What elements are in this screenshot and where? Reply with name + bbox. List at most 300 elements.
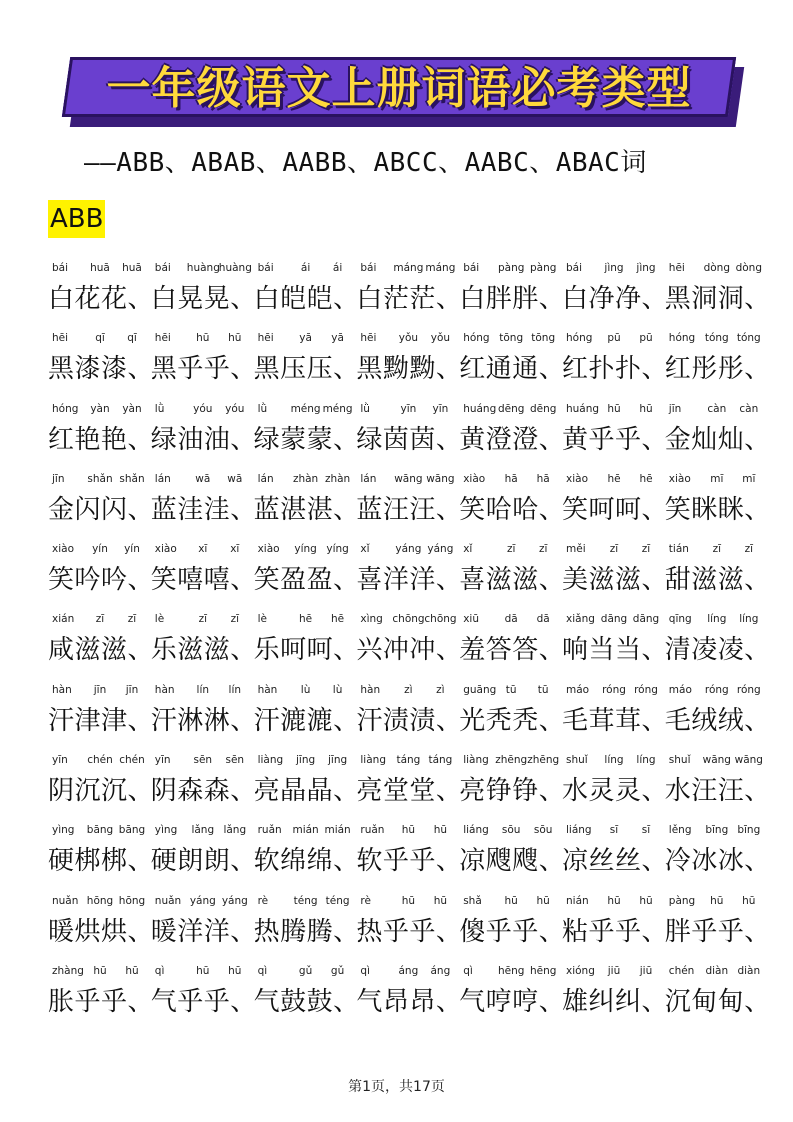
pinyin-syllable: tōng [499, 332, 524, 345]
hanzi-word: 白花花、 [48, 284, 155, 314]
pinyin [258, 543, 354, 555]
word-item [48, 683, 155, 750]
hanzi-word: 气哼哼、 [459, 986, 566, 1017]
pinyin-syllable: wā [195, 472, 211, 485]
pinyin-syllable: hū [504, 894, 518, 907]
pinyin-syllable: zī [127, 613, 137, 626]
pinyin-syllable: zhàn [292, 472, 319, 485]
page-subtitle: ——ABB、ABAB、AABB、ABCC、AABC、ABAC词 [84, 148, 647, 178]
pinyin-syllable: lín [196, 683, 210, 696]
word-item [356, 402, 463, 469]
hanzi-word: 气鼓鼓、 [253, 986, 360, 1017]
pinyin-syllable: jīng [328, 754, 348, 767]
pinyin [669, 403, 765, 415]
pinyin [155, 754, 251, 766]
pinyin-syllable: zī [712, 543, 722, 556]
pinyin-syllable: yáng [189, 894, 216, 907]
pinyin [258, 684, 354, 696]
word-item [562, 262, 669, 328]
pinyin-syllable: xiào [52, 543, 74, 556]
hanzi-word: 黄澄澄、 [459, 424, 566, 455]
hanzi-word: 红通通、 [459, 354, 566, 385]
pinyin-syllable: bái [463, 262, 480, 274]
hanzi-word: 笑眯眯、 [664, 494, 771, 525]
word-item [459, 472, 566, 539]
pinyin-syllable: mián [324, 824, 351, 837]
pinyin-syllable: dā [504, 613, 518, 626]
pinyin-syllable: chén [119, 754, 145, 767]
word-row [48, 472, 771, 543]
hanzi-word: 汗淋淋、 [150, 705, 257, 736]
pinyin-syllable: líng [739, 613, 759, 626]
pinyin-syllable: zhēng [527, 754, 560, 767]
pinyin-syllable: yìng [154, 824, 178, 837]
word-item [151, 965, 255, 1031]
pinyin [360, 613, 456, 625]
pinyin-syllable: zī [198, 613, 208, 626]
pinyin-syllable: liàng [360, 754, 386, 767]
pinyin-syllable: bái [360, 262, 377, 274]
pinyin [463, 754, 559, 766]
pinyin [566, 613, 662, 625]
pinyin [155, 473, 251, 485]
pinyin-syllable: měi [566, 543, 586, 556]
pinyin-syllable: yā [299, 332, 312, 345]
pinyin-syllable: dā [536, 613, 550, 626]
hanzi-word: 凉丝丝、 [562, 846, 669, 877]
pinyin-syllable: zī [95, 613, 105, 626]
word-item [356, 262, 463, 328]
pinyin [463, 543, 559, 555]
word-item [151, 473, 255, 539]
pinyin [669, 262, 765, 274]
hanzi-word: 蓝汪汪、 [356, 494, 463, 525]
pinyin-syllable: hàn [360, 683, 381, 696]
pinyin [52, 473, 148, 485]
hanzi-word: 白晃晃、 [150, 284, 257, 314]
pinyin [360, 754, 456, 766]
pinyin-syllable: wāng [394, 472, 423, 485]
hanzi-word: 笑吟吟、 [48, 565, 155, 596]
hanzi-word: 响当当、 [562, 635, 669, 666]
pinyin-syllable: yín [92, 543, 108, 556]
pinyin-syllable: yíng [326, 543, 349, 556]
pinyin-syllable: hā [536, 472, 550, 485]
word-item [665, 613, 769, 679]
pinyin-syllable: jiū [639, 964, 653, 977]
word-item [562, 613, 669, 679]
pinyin-syllable: guāng [463, 683, 497, 696]
word-item [562, 472, 669, 539]
pinyin [155, 403, 251, 415]
word-row [48, 402, 771, 473]
word-item [459, 683, 566, 750]
hanzi-word: 沉甸甸、 [664, 986, 771, 1017]
pinyin [463, 613, 559, 625]
pinyin-syllable: ái [332, 262, 343, 274]
pinyin-syllable: huàng [218, 262, 252, 274]
hanzi-word: 笑哈哈、 [459, 494, 566, 525]
pinyin-syllable: pū [639, 332, 653, 345]
pinyin-syllable: hā [504, 472, 518, 485]
pinyin-syllable: tū [537, 683, 549, 696]
word-item [459, 613, 566, 679]
pinyin-syllable: hóng [52, 402, 79, 415]
pinyin-syllable: lǜ [360, 402, 370, 415]
hanzi-word: 金灿灿、 [664, 424, 771, 455]
word-item [48, 402, 155, 469]
hanzi-word: 水汪汪、 [664, 776, 771, 807]
pinyin-syllable: hēi [668, 262, 685, 274]
hanzi-word: 阴沉沉、 [48, 776, 155, 807]
pinyin-syllable: sī [641, 824, 651, 837]
hanzi-word: 软乎乎、 [356, 846, 463, 877]
pinyin-syllable: hàn [154, 683, 175, 696]
pinyin [360, 824, 456, 836]
pinyin [360, 543, 456, 555]
pinyin-syllable: hēi [257, 332, 274, 345]
word-row [48, 824, 771, 894]
pinyin-syllable: chén [668, 964, 695, 977]
pinyin-syllable: qì [360, 964, 370, 977]
pinyin-syllable: dòng [703, 262, 730, 274]
word-row [48, 613, 771, 683]
pinyin-syllable: huā [90, 262, 110, 274]
pinyin-syllable: tū [505, 683, 517, 696]
pinyin-syllable: lán [257, 472, 274, 485]
pinyin [669, 895, 765, 907]
pinyin-syllable: yóu [225, 402, 245, 415]
pinyin-syllable: huáng [463, 402, 497, 415]
pinyin-syllable: xìng [360, 613, 383, 626]
word-item [562, 754, 669, 820]
pinyin-syllable: líng [636, 754, 656, 767]
pinyin [155, 332, 251, 344]
pinyin [258, 754, 354, 766]
pinyin [155, 613, 251, 625]
pinyin-syllable: chōng [424, 613, 457, 626]
pinyin-syllable: wāng [426, 472, 455, 485]
hanzi-word: 热腾腾、 [253, 916, 360, 947]
pinyin-syllable: lù [332, 683, 343, 696]
hanzi-word: 白茫茫、 [356, 284, 463, 314]
pinyin-syllable: zī [609, 543, 619, 556]
word-item [48, 472, 155, 539]
pinyin-syllable: líng [707, 613, 727, 626]
pinyin-syllable: mī [742, 472, 756, 485]
word-row [48, 543, 771, 613]
pinyin-syllable: dòng [735, 262, 762, 274]
pinyin-syllable: liáng [463, 824, 489, 837]
pinyin-syllable: shuǐ [668, 754, 691, 767]
pinyin-syllable: yáng [221, 894, 248, 907]
pinyin-syllable: hē [331, 613, 345, 626]
pinyin [258, 262, 354, 274]
pinyin-syllable: hē [299, 613, 313, 626]
hanzi-word: 阴森森、 [150, 776, 257, 807]
pinyin-syllable: hū [125, 964, 139, 977]
word-item [459, 543, 566, 609]
pinyin-syllable: xī [230, 543, 240, 556]
word-item [459, 894, 566, 961]
pinyin [669, 613, 765, 625]
pinyin-syllable: yìng [52, 824, 75, 837]
pinyin-syllable: ruǎn [257, 824, 282, 837]
word-item [254, 332, 358, 398]
pinyin-syllable: xiū [463, 613, 479, 626]
pinyin-syllable: róng [602, 683, 626, 696]
pinyin-syllable: téng [293, 894, 318, 907]
pinyin-syllable: hū [228, 332, 242, 345]
pinyin-syllable: méng [322, 402, 353, 415]
pinyin [258, 824, 354, 836]
pinyin-syllable: hóng [668, 332, 696, 345]
pinyin-syllable: gǔ [330, 964, 345, 977]
hanzi-word: 绿蒙蒙、 [253, 424, 360, 455]
word-item [562, 402, 669, 469]
pinyin-syllable: lǎng [191, 824, 215, 837]
hanzi-word: 汗渍渍、 [356, 705, 463, 736]
pinyin-syllable: zī [744, 543, 754, 556]
word-item [254, 895, 358, 961]
pinyin [360, 895, 456, 907]
hanzi-word: 冷冰冰、 [664, 846, 771, 877]
pinyin-syllable: jīn [93, 683, 107, 696]
pinyin-syllable: hóng [463, 332, 490, 345]
pinyin-syllable: hē [639, 472, 653, 485]
pinyin-syllable: shuǐ [566, 754, 588, 767]
pinyin-syllable: liàng [463, 754, 489, 767]
pinyin-syllable: jīn [52, 472, 65, 485]
pinyin-syllable: hū [742, 894, 756, 907]
word-item [665, 824, 769, 890]
pinyin-syllable: xǐ [463, 543, 473, 556]
pinyin-syllable: sēn [225, 754, 245, 767]
hanzi-word: 白净净、 [562, 284, 669, 314]
pinyin-syllable: hē [607, 472, 621, 485]
word-item [254, 684, 358, 750]
pinyin-syllable: yíng [294, 543, 317, 556]
hanzi-word: 毛茸茸、 [562, 705, 669, 736]
word-item [356, 332, 463, 398]
pinyin-syllable: shǎn [87, 472, 113, 485]
hanzi-word: 喜滋滋、 [459, 565, 566, 596]
hanzi-word: 绿茵茵、 [356, 424, 463, 455]
pinyin-syllable: mián [292, 824, 319, 837]
pinyin [155, 895, 251, 907]
pinyin [566, 895, 662, 907]
hanzi-word: 甜滋滋、 [664, 565, 771, 596]
word-row [48, 262, 771, 332]
hanzi-word: 软绵绵、 [253, 846, 360, 877]
pinyin [669, 473, 765, 485]
word-item [254, 403, 358, 469]
hanzi-word: 汗津津、 [48, 705, 155, 736]
hanzi-word: 黑黝黝、 [356, 354, 463, 385]
word-item [151, 613, 255, 679]
pinyin-syllable: xiào [154, 543, 177, 556]
hanzi-word: 黑乎乎、 [150, 354, 257, 385]
pinyin-syllable: xiào [566, 472, 588, 485]
word-item [151, 403, 255, 469]
hanzi-word: 乐滋滋、 [150, 635, 257, 666]
hanzi-word: 亮铮铮、 [459, 776, 566, 807]
pinyin-syllable: chén [87, 754, 113, 767]
hanzi-word: 笑嘻嘻、 [150, 565, 257, 596]
pinyin-syllable: lǜ [257, 402, 268, 415]
pinyin-syllable: zhàng [52, 964, 84, 977]
hanzi-word: 粘乎乎、 [562, 916, 669, 947]
pinyin [52, 543, 148, 555]
pinyin-syllable: hū [196, 964, 210, 977]
pinyin-syllable: máo [668, 683, 692, 696]
word-item [665, 543, 769, 609]
pinyin-syllable: zì [404, 683, 413, 696]
word-item [356, 683, 463, 750]
pinyin [360, 403, 456, 415]
word-item [254, 965, 358, 1031]
word-item [665, 403, 769, 469]
word-item [562, 543, 669, 609]
pinyin [566, 684, 662, 696]
pinyin-syllable: áng [430, 964, 451, 977]
word-item [151, 262, 255, 328]
pinyin-syllable: càn [739, 402, 759, 415]
pinyin-syllable: qì [463, 964, 473, 977]
pinyin [258, 965, 354, 977]
pinyin-syllable: pàng [668, 894, 696, 907]
pinyin-syllable: hàn [257, 683, 278, 696]
pinyin-syllable: yàn [90, 402, 110, 415]
word-item [356, 964, 463, 1031]
word-item [254, 473, 358, 539]
pinyin [258, 332, 354, 344]
pinyin-syllable: hōng [86, 894, 114, 907]
pinyin-syllable: róng [736, 683, 761, 696]
pinyin-syllable: méng [290, 402, 321, 415]
pinyin-syllable: zī [641, 543, 651, 556]
pinyin-syllable: càn [707, 402, 727, 415]
pinyin-syllable: jiū [607, 964, 621, 977]
word-item [562, 332, 669, 398]
pinyin [360, 965, 456, 977]
pinyin-syllable: táng [428, 754, 453, 767]
pinyin-syllable: hū [639, 402, 653, 415]
pinyin [463, 332, 559, 344]
pinyin [566, 403, 662, 415]
pinyin-syllable: hēng [497, 964, 525, 977]
pinyin [566, 543, 662, 555]
pinyin-syllable: hū [401, 894, 416, 907]
pinyin-syllable: nuǎn [52, 894, 79, 907]
pinyin [463, 965, 559, 977]
pinyin-syllable: xiǎng [566, 613, 595, 626]
hanzi-word: 硬梆梆、 [48, 846, 155, 877]
pinyin-syllable: yín [124, 543, 140, 556]
pinyin-syllable: diàn [705, 964, 729, 977]
hanzi-word: 胖乎乎、 [664, 916, 771, 947]
pinyin-syllable: yǒu [398, 332, 419, 345]
pinyin [52, 824, 148, 836]
word-item [254, 613, 358, 679]
pinyin-syllable: hēi [52, 332, 69, 345]
hanzi-word: 黑压压、 [253, 354, 360, 385]
pinyin [566, 262, 662, 274]
pinyin-syllable: yīn [154, 754, 171, 767]
hanzi-word: 羞答答、 [459, 635, 566, 666]
hanzi-word: 白皑皑、 [253, 284, 360, 314]
hanzi-word: 黑洞洞、 [664, 284, 771, 314]
pinyin-syllable: hū [639, 894, 653, 907]
pinyin [52, 613, 148, 625]
pinyin-syllable: lěng [668, 824, 692, 837]
pinyin-syllable: xiào [668, 472, 691, 485]
pinyin [566, 332, 662, 344]
pinyin [360, 473, 456, 485]
pinyin-syllable: hū [93, 964, 107, 977]
word-item [665, 332, 769, 398]
pinyin-syllable: róng [634, 683, 658, 696]
hanzi-word: 绿油油、 [150, 424, 257, 455]
pinyin-syllable: chōng [392, 613, 425, 626]
word-item [356, 472, 463, 539]
word-item [459, 824, 566, 890]
hanzi-word: 蓝湛湛、 [253, 494, 360, 525]
word-item [459, 262, 566, 328]
word-item [254, 543, 358, 609]
pinyin-syllable: shǎn [119, 472, 145, 485]
pinyin-syllable: qīng [668, 613, 692, 626]
word-item [48, 543, 155, 609]
pinyin-syllable: xī [198, 543, 208, 556]
word-row [48, 332, 771, 402]
pinyin-syllable: hū [433, 894, 448, 907]
pinyin-syllable: yīn [400, 402, 417, 415]
pinyin-syllable: yǒu [430, 332, 451, 345]
word-item [151, 332, 255, 398]
pinyin-syllable: hēng [529, 964, 557, 977]
word-item [665, 965, 769, 1031]
hanzi-word: 乐呵呵、 [253, 635, 360, 666]
pinyin [360, 684, 456, 696]
hanzi-word: 气乎乎、 [150, 986, 257, 1017]
hanzi-word: 气昂昂、 [356, 986, 463, 1017]
pinyin-syllable: lín [228, 683, 242, 696]
pinyin-syllable: bāng [118, 824, 146, 837]
word-item [48, 613, 155, 679]
pinyin-syllable: lǜ [154, 402, 165, 415]
pinyin [155, 684, 251, 696]
pinyin-syllable: bái [566, 262, 583, 274]
word-item [254, 262, 358, 328]
pinyin-syllable: jìng [636, 262, 656, 274]
pinyin [669, 543, 765, 555]
pinyin-syllable: yáng [395, 543, 422, 556]
hanzi-word: 汗漉漉、 [253, 705, 360, 736]
pinyin [360, 262, 456, 274]
hanzi-word: 清凌凌、 [664, 635, 771, 666]
hanzi-word: 红扑扑、 [562, 354, 669, 385]
hanzi-word: 毛绒绒、 [664, 705, 771, 736]
pinyin-syllable: rè [360, 894, 371, 907]
pinyin-syllable: téng [325, 894, 350, 907]
pinyin-syllable: máng [393, 262, 424, 274]
pinyin [463, 895, 559, 907]
pinyin-syllable: máo [566, 683, 590, 696]
pinyin-syllable: sēn [193, 754, 213, 767]
page-footer: 第1页，共17页 [348, 1079, 445, 1095]
word-item [48, 964, 155, 1031]
